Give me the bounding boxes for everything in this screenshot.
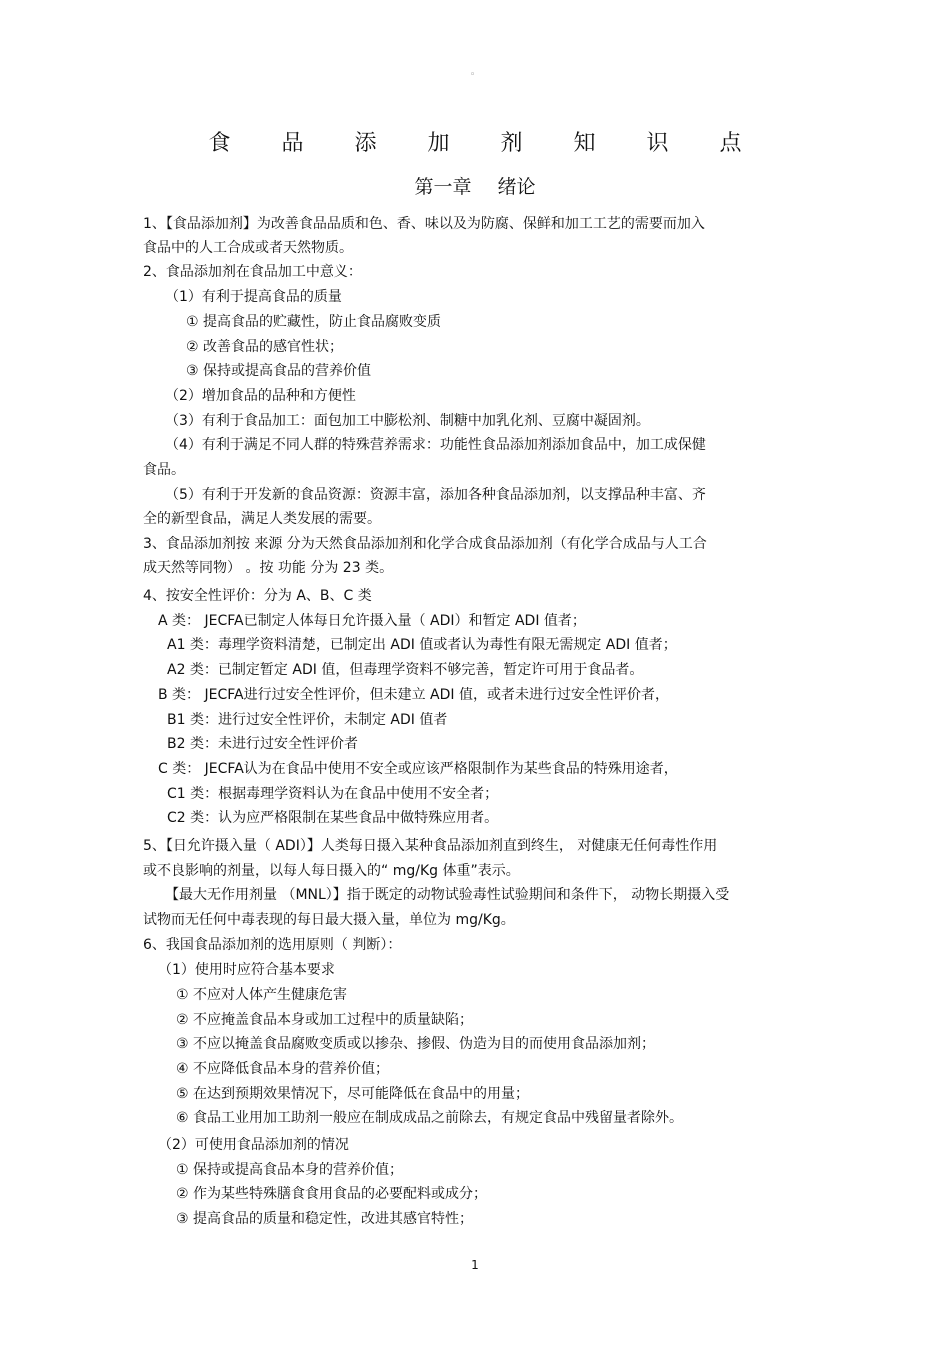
text-line: 6、我国食品添加剂的选用原则（ 判断）： xyxy=(143,937,402,953)
text-line: A1 类：毒理学资料清楚，已制定出 ADI 值或者认为毒性有限无需规定 ADI 值者； xyxy=(167,637,677,653)
text-line: ⑥ 食品工业用加工助剂一般应在制成成品之前除去，有规定食品中残留量者除外。 xyxy=(176,1110,683,1126)
text-line: ③ 不应以掩盖食品腐败变质或以掺杂、掺假、伪造为目的而使用食品添加剂； xyxy=(176,1036,655,1052)
text-line: ④ 不应降低食品本身的营养价值； xyxy=(176,1061,390,1077)
text-line: ② 不应掩盖食品本身或加工过程中的质量缺陷； xyxy=(176,1012,473,1028)
text-line: 2、食品添加剂在食品加工中意义： xyxy=(143,264,362,280)
text-line: 试物而无任何中毒表现的每日最大摄入量，单位为 mg/Kg。 xyxy=(143,912,515,928)
text-line: ⑤ 在达到预期效果情况下，尽可能降低在食品中的用量； xyxy=(176,1086,529,1102)
text-line: C 类： JECFA认为在食品中使用不安全或应该严格限制作为某些食品的特殊用途者， xyxy=(158,761,678,777)
text-line: 食品中的人工合成或者天然物质。 xyxy=(143,240,353,256)
text-line: 成天然等同物） 。按 功能 分为 23 类。 xyxy=(143,560,394,576)
text-line: 4、按安全性评价：分为 A、B、C 类 xyxy=(143,588,372,604)
text-line: C1 类：根据毒理学资料认为在食品中使用不安全者； xyxy=(167,786,499,802)
text-line: ① 提高食品的贮藏性，防止食品腐败变质 xyxy=(186,314,441,330)
text-line: C2 类：认为应严格限制在某些食品中做特殊应用者。 xyxy=(167,810,499,826)
text-line: （5）有利于开发新的食品资源：资源丰富，添加各种食品添加剂，以支撑品种丰富、齐 xyxy=(165,487,706,503)
text-line: 全的新型食品，满足人类发展的需要。 xyxy=(143,511,381,527)
text-line: （1）使用时应符合基本要求 xyxy=(158,962,335,978)
text-line: 5、【日允许摄入量（ ADI）】人类每日摄入某种食品添加剂直到终生， 对健康无任何毒性作用 xyxy=(143,838,718,854)
text-line: （2）可使用食品添加剂的情况 xyxy=(158,1137,349,1153)
text-line: ① 保持或提高食品本身的营养价值； xyxy=(176,1162,404,1178)
text-line: B 类： JECFA进行过安全性评价，但未建立 ADI 值，或者未进行过安全性评价者， xyxy=(158,687,669,703)
text-line: ② 改善食品的感官性状； xyxy=(186,339,344,355)
text-line: （2）增加食品的品种和方便性 xyxy=(165,388,356,404)
text-line: 1、【食品添加剂】为改善食品品质和色、香、味以及为防腐、保鲜和加工工艺的需要而加入 xyxy=(143,216,705,232)
chapter-heading: 第一章 绪论 xyxy=(414,176,536,198)
text-line: 或不良影响的剂量，以每人每日摄入的“ mg/Kg 体重”表示。 xyxy=(143,863,520,879)
text-line: A2 类：已制定暂定 ADI 值，但毒理学资料不够完善，暂定许可用于食品者。 xyxy=(167,662,644,678)
text-line: ③ 保持或提高食品的营养价值 xyxy=(186,363,372,379)
text-line: B1 类：进行过安全性评价，未制定 ADI 值者 xyxy=(167,712,448,728)
text-line: ① 不应对人体产生健康危害 xyxy=(176,987,348,1003)
text-line: 3、食品添加剂按 来源 分为天然食品添加剂和化学合成食品添加剂（有化学合成品与人工合 xyxy=(143,536,707,552)
text-line: ② 作为某些特殊膳食食用食品的必要配料或成分； xyxy=(176,1186,487,1202)
text-line: ③ 提高食品的质量和稳定性，改进其感官特性； xyxy=(176,1211,473,1227)
text-line: （3）有利于食品加工：面包加工中膨松剂、制糖中加乳化剂、豆腐中凝固剂。 xyxy=(165,413,650,429)
text-line: A 类： JECFA已制定人体每日允许摄入量（ ADI）和暂定 ADI 值者； xyxy=(158,613,586,629)
text-line: （1）有利于提高食品的质量 xyxy=(165,289,342,305)
text-line: B2 类：未进行过安全性评价者 xyxy=(167,736,358,752)
header-mark: ◦ xyxy=(470,70,476,80)
text-line: 【最大无作用剂量 （MNL）】指于既定的动物试验毒性试验期间和条件下， 动物长期摄入受 xyxy=(165,887,730,903)
page-number: 1 xyxy=(471,1258,479,1272)
document-title: 食 品 添 加 剂 知 识 点 xyxy=(208,131,764,156)
text-line: （4）有利于满足不同人群的特殊营养需求：功能性食品添加剂添加食品中，加工成保健 xyxy=(165,437,706,453)
text-line: 食品。 xyxy=(143,462,185,478)
